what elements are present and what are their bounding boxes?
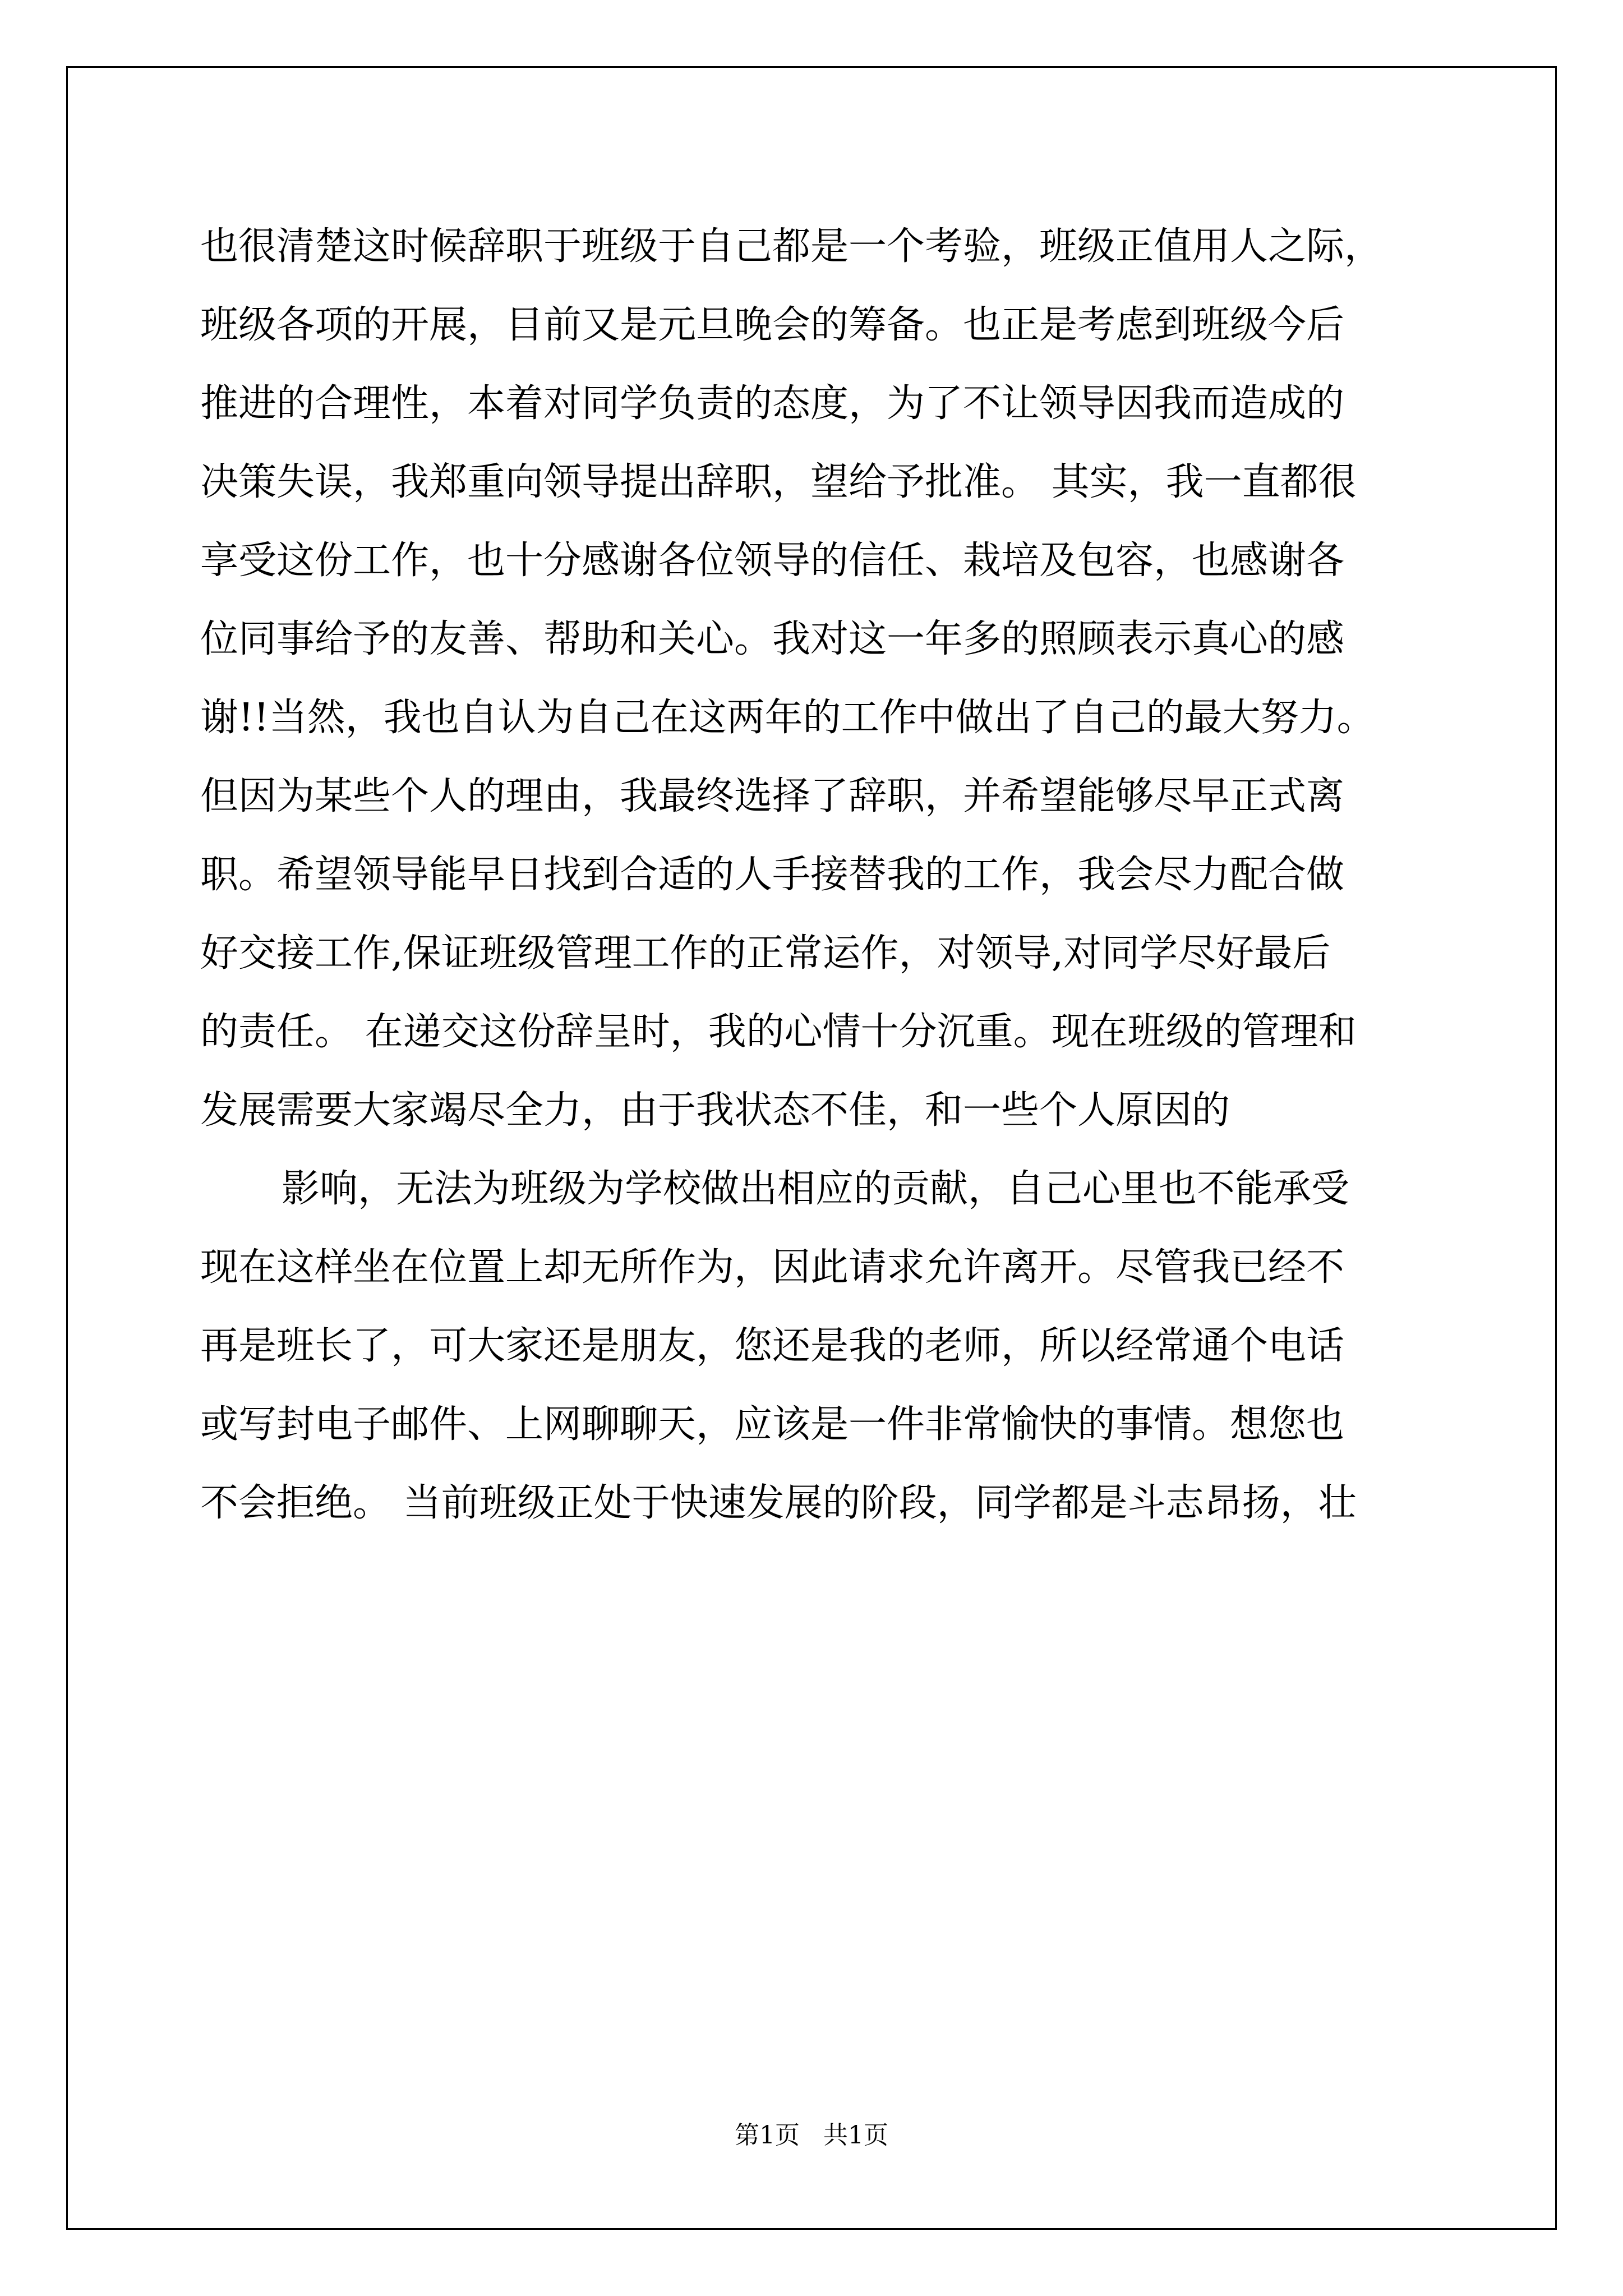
text-line: 谢!!当然，我也自认为自己在这两年的工作中做出了自己的最大努力。: [200, 696, 1375, 740]
text-line: 位同事给予的友善、帮助和关心。我对这一年多的照顾表示真心的感: [200, 617, 1345, 661]
paragraph-start-line: 影响，无法为班级为学校做出相应的贡献，自己心里也不能承受: [282, 1167, 1350, 1211]
text-line: 的责任。 在递交这份辞呈时，我的心情十分沉重。现在班级的管理和: [200, 1010, 1357, 1054]
page-footer: 第1页 共1页: [735, 2121, 888, 2150]
text-line: 但因为某些个人的理由，我最终选择了辞职，并希望能够尽早正式离: [200, 774, 1345, 818]
text-line: 享受这份工作，也十分感谢各位领导的信任、栽培及包容，也感谢各: [200, 539, 1345, 583]
text-line: 也很清楚这时候辞职于班级于自己都是一个考验，班级正值用人之际，: [200, 224, 1383, 269]
text-line: 好交接工作,保证班级管理工作的正常运作，对领导,对同学尽好最后: [200, 931, 1331, 976]
text-line: 现在这样坐在位置上却无所作为，因此请求允许离开。尽管我已经不: [200, 1245, 1345, 1290]
text-line: 不会拒绝。 当前班级正处于快速发展的阶段，同学都是斗志昂扬，壮: [200, 1481, 1357, 1525]
text-line: 或写封电子邮件、上网聊聊天，应该是一件非常愉快的事情。想您也: [200, 1402, 1345, 1447]
text-line: 职。希望领导能早日找到合适的人手接替我的工作，我会尽力配合做: [200, 853, 1345, 897]
text-line: 班级各项的开展，目前又是元旦晚会的筹备。也正是考虑到班级今后: [200, 303, 1345, 347]
text-line: 决策失误，我郑重向领导提出辞职，望给予批准。 其实，我一直都很: [200, 460, 1357, 504]
text-line: 推进的合理性，本着对同学负责的态度，为了不让领导因我而造成的: [200, 381, 1345, 426]
text-line: 发展需要大家竭尽全力，由于我状态不佳，和一些个人原因的: [200, 1088, 1230, 1133]
text-line: 再是班长了，可大家还是朋友，您还是我的老师，所以经常通个电话: [200, 1324, 1345, 1368]
document-body: [200, 208, 1423, 1543]
